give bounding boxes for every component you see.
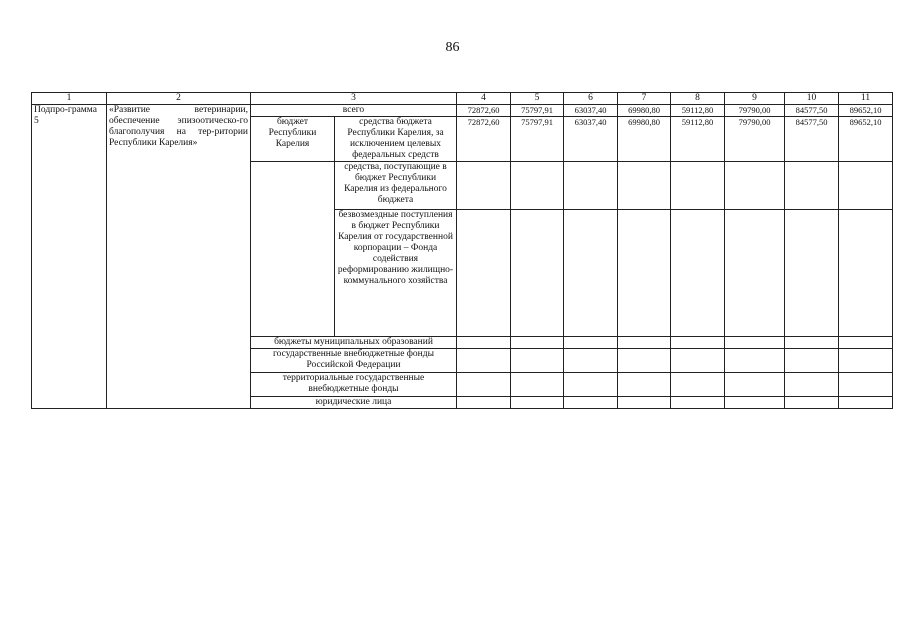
value-cell <box>785 349 839 373</box>
value-cell <box>725 397 785 409</box>
value-cell <box>511 373 564 397</box>
value-cell: 59112,80 <box>671 105 725 117</box>
header-cell: 11 <box>839 93 893 105</box>
value-cell <box>564 373 618 397</box>
value-cell <box>618 373 671 397</box>
row-label-total: всего <box>251 105 457 117</box>
value-cell <box>457 162 511 210</box>
budget-table <box>31 92 893 409</box>
value-cell <box>511 349 564 373</box>
header-cell: 6 <box>564 93 618 105</box>
header-cell: 10 <box>785 93 839 105</box>
row-label-federal-funds: средства, поступающие в бюджет Республики Карелия из федерального бюджета <box>335 162 457 210</box>
value-cell <box>457 337 511 349</box>
program-name: «Развитие ветеринарии, обеспечение эпизоотическо-го благополучия на тер-ритории Республики Карелия» <box>107 105 251 409</box>
value-cell <box>839 373 893 397</box>
value-cell <box>457 397 511 409</box>
budget-rk-label: бюджет Республики Карелия <box>251 117 335 162</box>
value-cell <box>511 397 564 409</box>
value-cell: 79790,00 <box>725 105 785 117</box>
value-cell <box>671 373 725 397</box>
value-cell <box>725 349 785 373</box>
program-code: Подпро-грамма 5 <box>32 105 107 409</box>
row-label-own-funds: средства бюджета Республики Карелия, за исключением целевых федеральных средств <box>335 117 457 162</box>
value-cell <box>839 397 893 409</box>
header-cell: 2 <box>107 93 251 105</box>
row-label-state-funds: государственные внебюджетные фонды Российской Федерации <box>251 349 457 373</box>
value-cell: 75797,91 <box>511 117 564 162</box>
value-cell: 89652,10 <box>839 117 893 162</box>
row-label-fund-reform: безвозмездные поступления в бюджет Республики Карелия от государственной корпорации – Фонда содействия реформированию жилищно-коммунального хозяйства <box>335 210 457 337</box>
value-cell <box>618 349 671 373</box>
value-cell: 69980,80 <box>618 105 671 117</box>
row-label-territorial-funds: территориальные государственные внебюджетные фонды <box>251 373 457 397</box>
value-cell: 72872,60 <box>457 117 511 162</box>
value-cell: 72872,60 <box>457 105 511 117</box>
row-label-municipal: бюджеты муниципальных образований <box>251 337 457 349</box>
page-number: 86 <box>445 40 460 55</box>
value-cell <box>511 210 564 337</box>
header-cell: 9 <box>725 93 785 105</box>
header-cell: 5 <box>511 93 564 105</box>
value-cell <box>457 210 511 337</box>
value-cell <box>671 337 725 349</box>
value-cell <box>671 397 725 409</box>
header-cell: 8 <box>671 93 725 105</box>
value-cell <box>618 337 671 349</box>
value-cell: 89652,10 <box>839 105 893 117</box>
value-cell <box>564 397 618 409</box>
value-cell <box>564 162 618 210</box>
value-cell <box>618 397 671 409</box>
value-cell <box>725 162 785 210</box>
value-cell <box>785 373 839 397</box>
value-cell <box>618 210 671 337</box>
header-cell: 3 <box>251 93 457 105</box>
value-cell <box>618 162 671 210</box>
value-cell: 63037,40 <box>564 105 618 117</box>
value-cell <box>839 349 893 373</box>
value-cell <box>725 337 785 349</box>
value-cell: 84577,50 <box>785 117 839 162</box>
header-cell: 7 <box>618 93 671 105</box>
budget-rk-span <box>251 162 335 337</box>
value-cell <box>564 337 618 349</box>
value-cell <box>511 337 564 349</box>
value-cell <box>785 162 839 210</box>
value-cell <box>671 349 725 373</box>
header-cell: 1 <box>32 93 107 105</box>
value-cell <box>564 210 618 337</box>
value-cell: 59112,80 <box>671 117 725 162</box>
table-header-row <box>32 93 893 105</box>
value-cell <box>671 162 725 210</box>
value-cell: 84577,50 <box>785 105 839 117</box>
value-cell <box>511 162 564 210</box>
value-cell <box>839 210 893 337</box>
value-cell <box>785 397 839 409</box>
value-cell <box>785 337 839 349</box>
value-cell: 63037,40 <box>564 117 618 162</box>
value-cell <box>725 373 785 397</box>
table-row <box>32 105 893 117</box>
value-cell: 75797,91 <box>511 105 564 117</box>
header-cell: 4 <box>457 93 511 105</box>
value-cell <box>725 210 785 337</box>
value-cell: 79790,00 <box>725 117 785 162</box>
row-label-legal-entities: юридические лица <box>251 397 457 409</box>
value-cell <box>457 373 511 397</box>
value-cell <box>839 162 893 210</box>
value-cell <box>839 337 893 349</box>
value-cell: 69980,80 <box>618 117 671 162</box>
value-cell <box>564 349 618 373</box>
value-cell <box>785 210 839 337</box>
value-cell <box>457 349 511 373</box>
value-cell <box>671 210 725 337</box>
